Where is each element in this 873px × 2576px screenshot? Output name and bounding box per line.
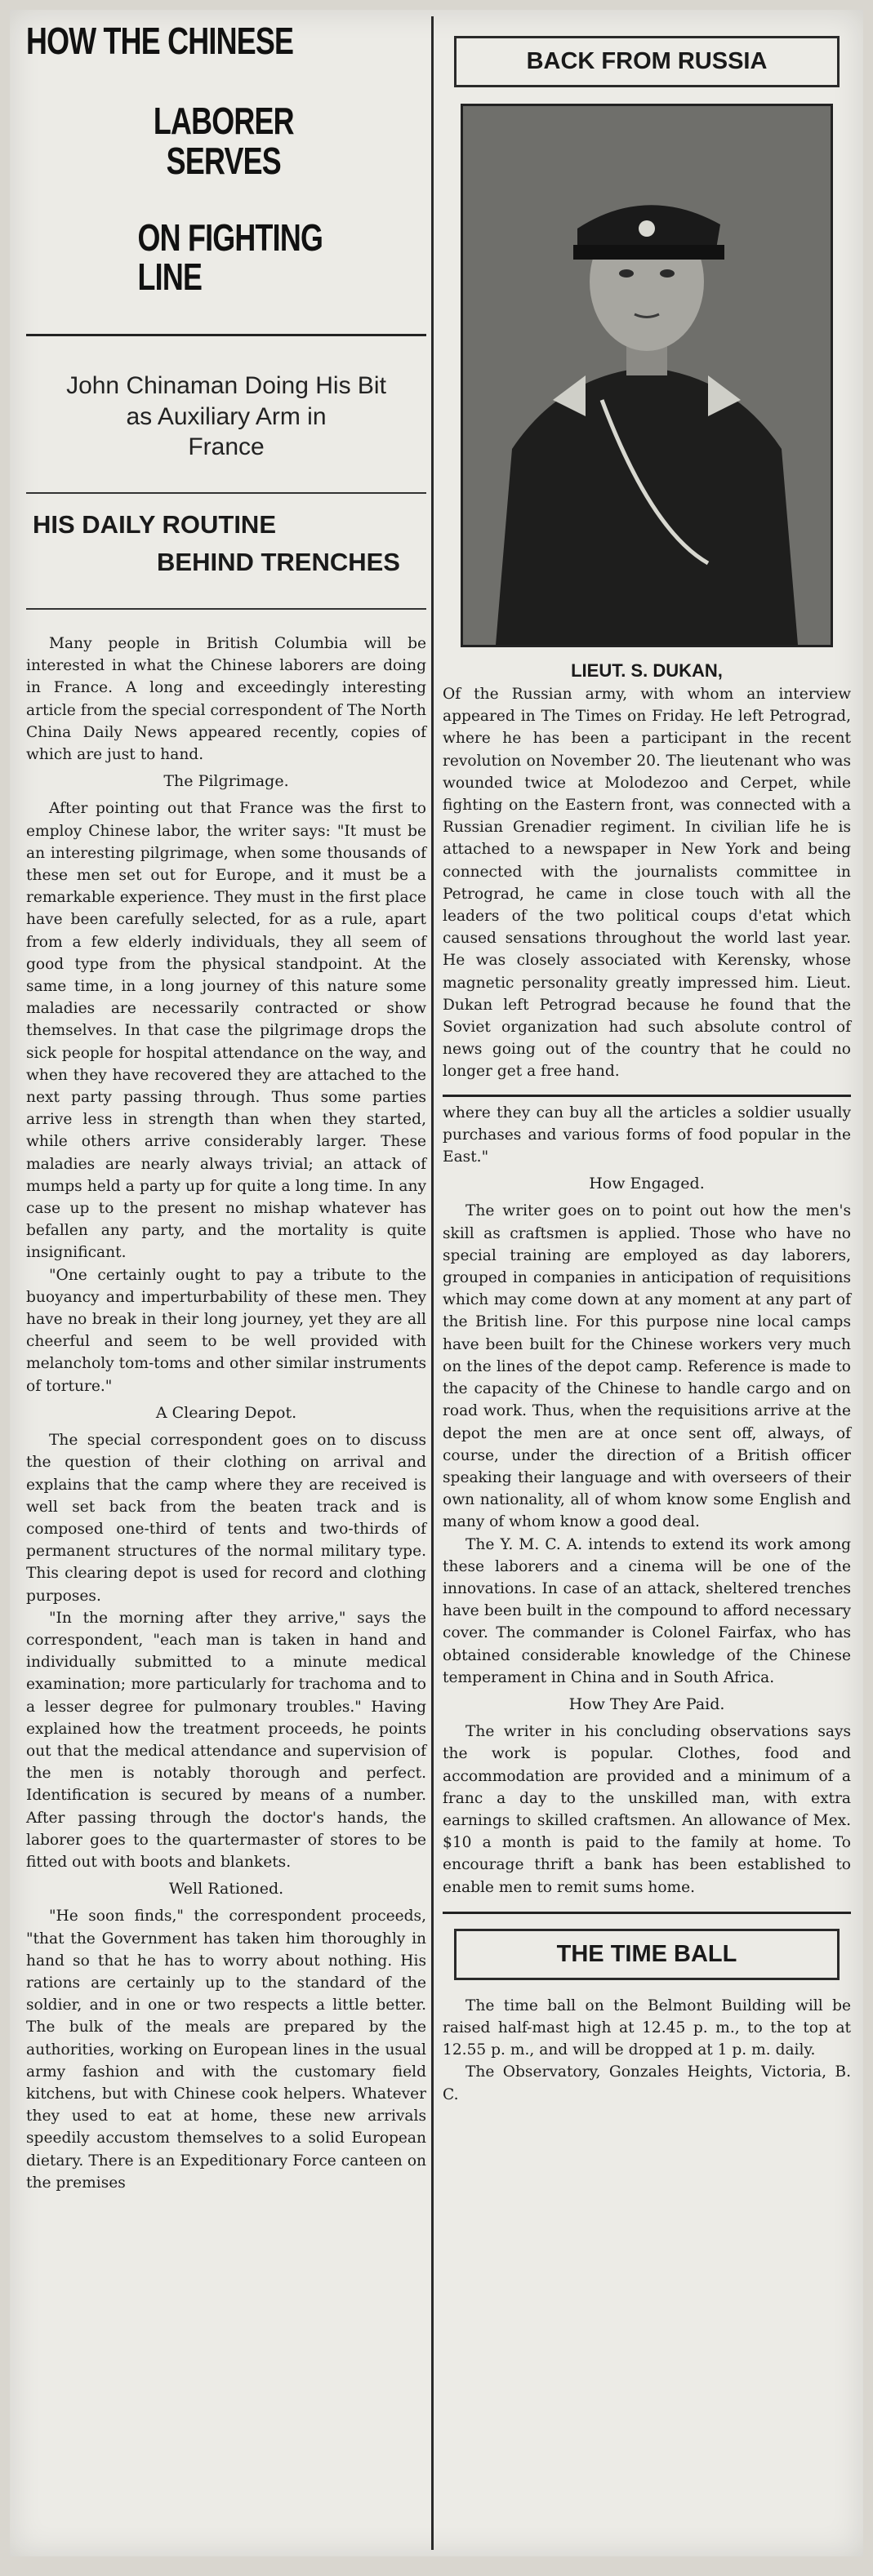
subdeck [34, 371, 418, 463]
subhead-how-engaged: How Engaged. [589, 1175, 705, 1193]
time-ball-heading: THE TIME BALL [454, 1929, 840, 1980]
continued-paragraph: where they can buy all the articles a soldier usually purchases and various forms of food popular in the East." [443, 1104, 851, 1166]
article-body-left [26, 633, 426, 2194]
left-column [26, 21, 426, 2194]
dukan-text [443, 683, 851, 1083]
column-divider [431, 16, 434, 2550]
ymca-paragraph: The Y. M. C. A. intends to extend its work among these laborers and a cinema will be one of the innovations. In case of an attack, sheltered trenches have been built in the compound to afford necessary cover. The commander is Colonel Fairfax, who has obtained considerable knowledge of the Chinese temperament in China and in South Africa. [443, 1535, 851, 1686]
dukan-paragraph: Of the Russian army, with whom an interview appeared in The Times on Friday. He left Petrograd, where he has been a participant in the recent revolution on November 20. The lieutenant who was wounded twice at Molodezoo and Cerpet, while fighting on the Eastern front, was connected with a Russian Grenadier regiment. In civilian life he is attached to a newspaper in New York and being connected with the journalists committee in Petrograd, he came in close touch with all the leaders of the two political coups d'etat which caused sensations throughout the world last year. He was closely associated with Kerensky, whose magnetic personality greatly impressed him. Lieut. Dukan left Petrograd because he found that the Soviet organization had such absolute control of news going out of the country that he could no longer get a free hand. [443, 686, 851, 1081]
paid-paragraph: The writer in his concluding observations says the work is popular. Clothes, food and accommodation are provided and a minimum of a franc a day to the unskilled man, with extra earnings to skilled craftsmen. An allowance of Mex. $10 a month is paid to the family at home. To encourage thrift a bank has been established to enable men to remit sums home. [443, 1723, 851, 1896]
subhead-how-paid: How They Are Paid. [568, 1694, 725, 1713]
deck-rule [26, 608, 426, 610]
subdeck-line-2: as Auxiliary Arm in [126, 402, 327, 430]
subdeck-line-1: John Chinaman Doing His Bit [66, 372, 386, 400]
headline-line-2: LABORER SERVES [153, 100, 294, 182]
observatory-line: The Observatory, Gonzales Heights, Victoria, B. C. [443, 2063, 851, 2103]
article-body-right [443, 1102, 851, 1899]
headline-rule [26, 334, 426, 336]
portrait-photo [461, 104, 833, 647]
deck-line-1: HIS DAILY ROUTINE [33, 509, 276, 539]
depot-paragraph: The special correspondent goes on to discuss the question of their clothing on arrival and explains that the camp where they are received is well set back from the beaten track and is composed one-third of tents and two-thirds of permanent structures of the normal military type. This clearing depot is used for record and clothing purposes. [26, 1432, 426, 1605]
pilgrimage-paragraph: After pointing out that France was the first to employ Chinese labor, the writer says: "It must be an interesting pilgrimage, when some thousands of these men set out for Europe, and it must be a remarkable experience. They must in the first place have been carefully selected, for as a rule, apart from a few elderly individuals, they all seem of good type from the physical standpoint. At the same time, in a long journey of this nature some maladies are necessarily contracted or show themselves. In that case the pilgrimage drops the sick people for hospital attendance on the way, and when they have recovered they are attached to the next party passing through. Thus some parties arrive less in strength than when they started, while others arrive considerably larger. These maladies are nearly always trivial; an attack of mumps held a party up for quite a long time. In any case up to the present no mishap whatever has befallen any party, and the mortality is quite insignificant. [26, 800, 426, 1262]
morning-paragraph: "In the morning after they arrive," says the correspondent, "each man is taken in hand and individually submitted to a minute medical examination; more particularly for trachoma and to a lesser degree for pulmonary troubles." Having explained how the treatment proceeds, he points out that the medical attendance and supervision of the men is notably thorough and perfect. Identification is secured by means of a number. After passing through the doctor's hands, the laborer goes to the quartermaster of stores to be fitted out with boots and blankets. [26, 1609, 426, 1871]
newspaper-page [10, 10, 863, 2556]
subhead-clearing-depot: A Clearing Depot. [155, 1403, 297, 1422]
headline-line-1: HOW THE CHINESE [26, 20, 294, 62]
rationed-paragraph: "He soon finds," the correspondent proceeds, "that the Government has taken him thoroughly in hand so that he has to worry about nothing. His rations are certainly up to the standard of the soldier, and in one or two respects a little better. The bulk of the meals are prepared by the authorities, working on European lines in the usual army fashion and with the customary field kitchens, but with Chinese cook helpers. Whatever they used to eat at home, these new arrivals speedily accustom themselves to a solid European dietary. There is an Expeditionary Force canteen on the premises [26, 1908, 426, 2192]
deck-line-2: BEHIND TRENCHES [157, 547, 400, 576]
russia-end-rule [443, 1095, 851, 1097]
subdeck-line-3: France [188, 433, 265, 461]
intro-paragraph: Many people in British Columbia will be interested in what the Chinese laborers are doing in France. A long and exceedingly interesting article from the special correspondent of The North China Daily News appeared recently, copies of which are just to hand. [26, 634, 426, 763]
engaged-paragraph: The writer goes on to point out how the men's skill as craftsmen is applied. Those who have no special training are employed as day laborers, grouped in companies in anticipation of requisitions which may come down at any moment at any part of the British line. For this purpose nine local camps have been built for the Chinese workers very much on the lines of the depot camp. Reference is made to the capacity of the Chinese to handle cargo and on road work. Thus, when the requisitions arrive at the depot the men are at once sent off, always, of course, under the direction of a British officer speaking their language and with overseers of their own nationality, all of whom know some English and many of whom know a good deal. [443, 1202, 851, 1531]
time-ball-text [443, 1995, 851, 2106]
article-end-rule [443, 1912, 851, 1914]
time-ball-paragraph: The time ball on the Belmont Building will be raised half-mast high at 12.45 p. m., to the top at 12.55 p. m., and will be dropped at 1 p. m. daily. [443, 1996, 851, 2059]
soldier-portrait-illustration [463, 106, 831, 645]
subhead-well-rationed: Well Rationed. [168, 1880, 284, 1899]
back-from-russia-heading: BACK FROM RUSSIA [454, 36, 840, 87]
subdeck-rule [26, 492, 426, 494]
subhead-pilgrimage: The Pilgrimage. [163, 772, 289, 791]
photo-caption: LIEUT. S. DUKAN, [571, 660, 723, 681]
tribute-paragraph: "One certainly ought to pay a tribute to the buoyancy and imperturbability of these men. They have no break in their long journey, yet they are all cheerful and seem to be well provided with melancholy tom-toms and other similar instruments of torture." [26, 1266, 426, 1395]
headline-line-3: ON FIGHTING LINE [137, 215, 323, 299]
right-column [443, 21, 851, 2106]
